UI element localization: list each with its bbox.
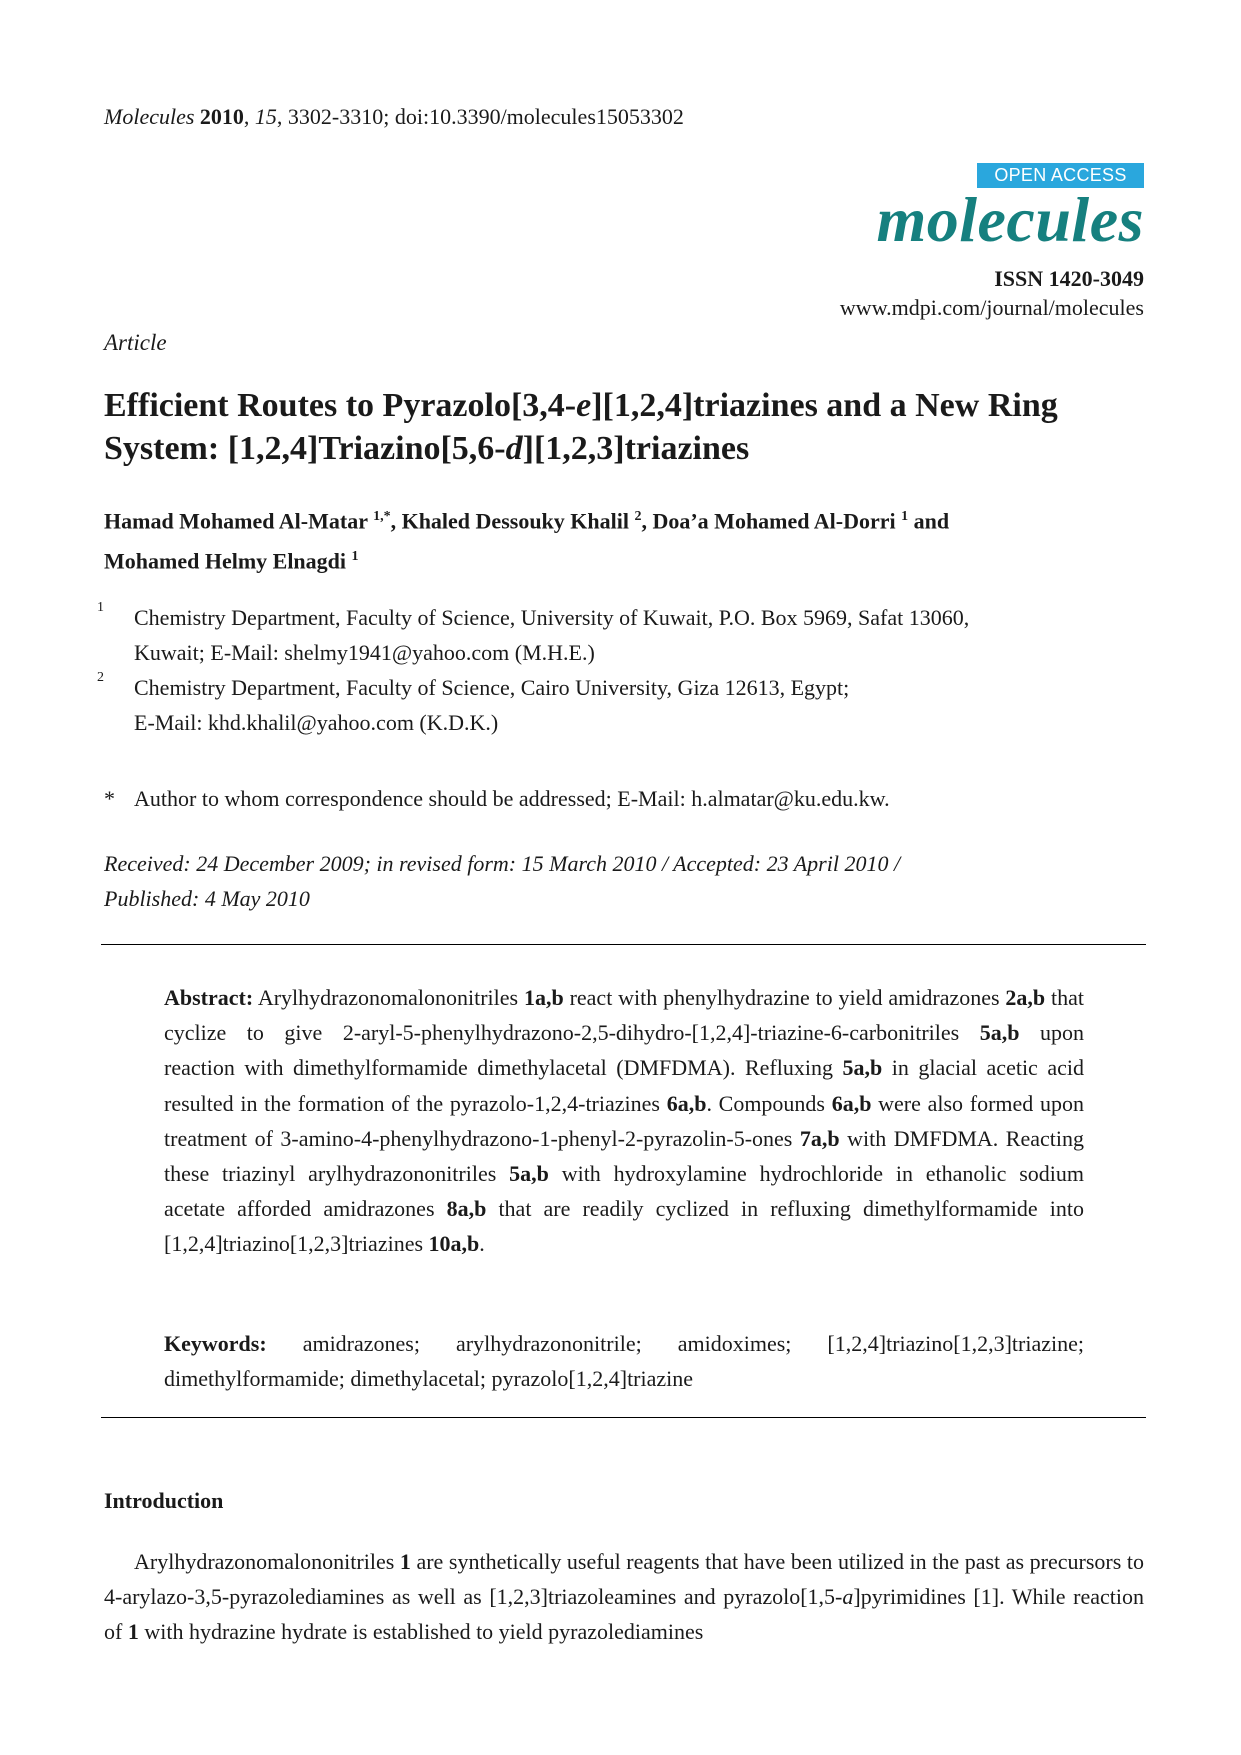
year: 2010 (199, 104, 244, 129)
compound-id: 5a,b (979, 1020, 1020, 1046)
author-name: Hamad Mohamed Al-Matar (104, 508, 368, 534)
author-affil: 1 (901, 509, 909, 524)
issn: ISSN 1420-3049 (994, 266, 1144, 291)
affiliation-line: E-Mail: khd.khalil@yahoo.com (K.D.K.) (134, 710, 499, 735)
title-part: ][1,2,4]triazines and a New Ring System: [1,2,4]Triazino[5,6- (104, 387, 1058, 467)
correspondence: Author to whom correspondence should be addressed; E-Mail: h.almatar@ku.edu.kw. (134, 786, 890, 811)
abstract-text: that are readily cyclized in refluxing dimethylformamide into [1,2,4]triazino[1,2,3]triazines (164, 1196, 1084, 1257)
paper-title (104, 384, 1144, 470)
abstract-text: were also formed upon treatment of 3-amino-4-phenylhydrazono-1-phenyl-2-pyrazolin-5-ones (164, 1090, 1084, 1151)
author-name: Mohamed Helmy Elnagdi (104, 548, 347, 574)
keywords-text: amidrazones; arylhydrazononitrile; amidoximes; [1,2,4]triazino[1,2,3]triazine; dimethylformamide; dimethylacetal; pyrazolo[1,2,4]triazine (164, 1331, 1084, 1391)
abstract-text: . Compounds (706, 1090, 832, 1116)
intro-text: Arylhydrazonomalononitriles (134, 1549, 400, 1574)
abstract-text: . (479, 1231, 485, 1257)
compound-id: 7a,b (799, 1125, 840, 1151)
keywords-label: Keywords: (164, 1331, 267, 1356)
publication-dates (104, 846, 1144, 916)
open-access-badge: OPEN ACCESS (977, 163, 1144, 188)
abstract-text: Arylhydrazonomalononitriles (253, 985, 524, 1010)
compound-id: 1 (399, 1549, 411, 1574)
compound-id: 8a,b (446, 1196, 487, 1222)
compound-id: 1a,b (523, 985, 564, 1010)
intro-italic: a (842, 1584, 854, 1609)
abstract-text: in glacial acetic acid resulted in the formation of the pyrazolo-1,2,4-triazines (164, 1055, 1084, 1116)
introduction-paragraph (104, 1544, 1144, 1649)
keywords (164, 1326, 1084, 1396)
author-name: Doa’a Mohamed Al-Dorri (652, 508, 896, 534)
author-affil: 2 (634, 509, 642, 524)
intro-text: are synthetically useful reagents that have been utilized in the past as precursors to 4-arylazo-3,5-pyrazolediamines as well as [1,2,3]triazoleamines and pyrazolo[1,5- (104, 1549, 1144, 1609)
abstract-text: that cyclize to give 2-aryl-5-phenylhydrazono-2,5-dihydro-[1,2,4]-triazine-6-carbonitriles (164, 985, 1084, 1046)
title-part: Efficient Routes to Pyrazolo[3,4- (104, 387, 577, 424)
author-sep: , (641, 508, 653, 534)
correspondence-star: * (104, 786, 115, 811)
dates-line: Received: 24 December 2009; in revised form: 15 March 2010 / Accepted: 23 April 2010 / (104, 851, 901, 876)
divider-top (101, 944, 1146, 945)
compound-id: 10a,b (428, 1231, 480, 1257)
divider-bottom (101, 1417, 1146, 1418)
author-list (104, 499, 1144, 580)
affiliation-line: Chemistry Department, Faculty of Science, University of Kuwait, P.O. Box 5969, Safat 13060, (134, 605, 970, 630)
abstract-label: Abstract: (164, 985, 254, 1010)
compound-id: 6a,b (831, 1090, 872, 1116)
title-italic: d (505, 430, 523, 467)
affiliation (134, 670, 1144, 740)
author-affil: 1,* (373, 509, 391, 524)
affiliation-number: 1 (97, 600, 104, 615)
author-affil: 1 (351, 549, 359, 565)
intro-text: with hydrazine hydrate is established to yield pyrazolediamines (138, 1619, 704, 1644)
abstract-text: with hydroxylamine hydrochloride in ethanolic sodium acetate afforded amidrazones (164, 1161, 1085, 1222)
dates-line: Published: 4 May 2010 (104, 886, 310, 911)
title-part: ][1,2,3]triazines (522, 430, 750, 467)
abstract-text: react with phenylhydrazine to yield amidrazones (563, 985, 1006, 1010)
intro-text: ]pyrimidines [1]. While reaction of (104, 1584, 1145, 1644)
section-heading-introduction: Introduction (104, 1488, 224, 1513)
volume: 15 (254, 104, 277, 129)
compound-id: 2a,b (1005, 985, 1046, 1010)
compound-id: 5a,b (842, 1055, 883, 1081)
affiliation (134, 600, 1144, 670)
compound-id: 1 (127, 1619, 139, 1644)
affiliation-line: Kuwait; E-Mail: shelmy1941@yahoo.com (M.H.E.) (134, 640, 595, 665)
abstract-text: upon reaction with dimethylformamide dimethylacetal (DMFDMA). Refluxing (164, 1020, 1085, 1081)
abstract (164, 980, 1084, 1262)
affiliation-number: 2 (97, 670, 104, 685)
compound-id: 6a,b (666, 1090, 707, 1116)
author-sep: , (390, 508, 402, 534)
abstract-text: with DMFDMA. Reacting these triazinyl arylhydrazononitriles (164, 1125, 1084, 1187)
title-italic: e (576, 387, 592, 424)
affiliation-line: Chemistry Department, Faculty of Science, Cairo University, Giza 12613, Egypt; (134, 675, 850, 700)
article-type: Article (104, 330, 167, 355)
author-name: Khaled Dessouky Khalil (401, 508, 629, 534)
journal-abbrev: Molecules (104, 104, 195, 129)
journal-url[interactable]: www.mdpi.com/journal/molecules (839, 295, 1144, 320)
citation-line: Molecules 2010, 15, 3302-3310; doi:10.3390/molecules15053302 (104, 104, 684, 129)
author-and: and (908, 508, 950, 534)
journal-logo: molecules (876, 184, 1144, 255)
compound-id: 5a,b (509, 1161, 549, 1187)
pages-doi: , 3302-3310; doi:10.3390/molecules15053302 (276, 104, 684, 129)
